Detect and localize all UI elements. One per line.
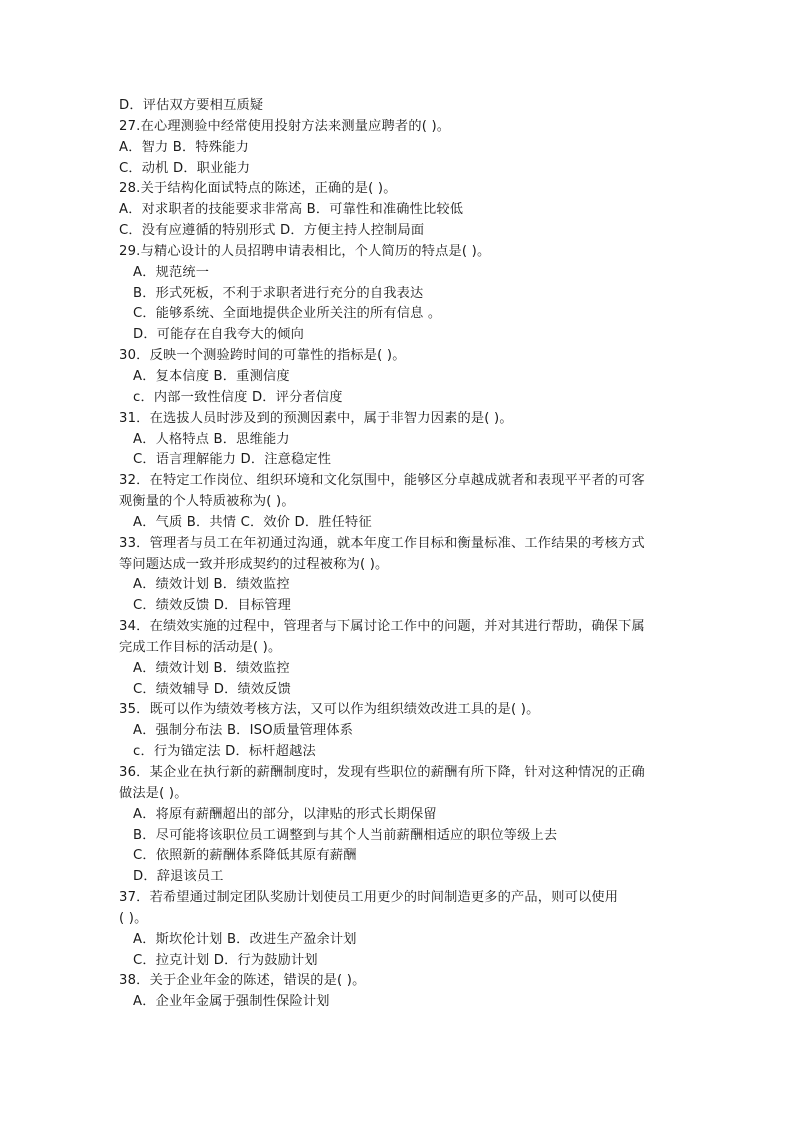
text-line: A．规范统一 [133, 264, 210, 280]
text-line: 36．某企业在执行新的薪酬制度时，发现有些职位的薪酬有所下降，针对这种情况的正确 [119, 765, 645, 780]
text-line: C．绩效辅导 D．绩效反馈 [133, 681, 292, 697]
text-line: 38．关于企业年金的陈述，错误的是( )。 [119, 973, 366, 989]
question-text-block [119, 96, 679, 1013]
text-line: A．斯坎伦计划 B．改进生产盈余计划 [133, 931, 357, 947]
text-line: C．依照新的薪酬体系降低其原有薪酬 [133, 848, 357, 864]
text-line: A．气质 B．共情 C．效价 D．胜任特征 [133, 514, 372, 530]
text-line: A．强制分布法 B．ISO质量管理体系 [133, 723, 354, 739]
text-line: C．语言理解能力 D．注意稳定性 [133, 452, 332, 468]
text-line: A．复本信度 B．重测信度 [133, 368, 290, 384]
text-line: D．可能存在自我夸大的倾向 [133, 327, 305, 343]
text-line: A．绩效计划 B．绩效监控 [133, 577, 290, 593]
text-line: D．评估双方要相互质疑 [119, 98, 264, 113]
text-line: A．对求职者的技能要求非常高 B．可靠性和准确性比较低 [119, 202, 464, 218]
text-line: 33．管理者与员工在年初通过沟通，就本年度工作目标和衡量标准、工作结果的考核方式 [119, 535, 645, 551]
text-line: A．企业年金属于强制性保险计划 [133, 994, 330, 1010]
text-line: C．拉克计划 D．行为鼓励计划 [133, 952, 318, 968]
text-line: 28.关于结构化面试特点的陈述，正确的是( )。 [119, 181, 397, 197]
text-line: ( )。 [119, 910, 148, 926]
text-line: 30．反映一个测验跨时间的可靠性的指标是( )。 [119, 348, 406, 364]
text-line: A．绩效计划 B．绩效监控 [133, 660, 290, 676]
text-line: D．辞退该员工 [133, 869, 224, 885]
text-line: A．将原有薪酬超出的部分，以津贴的形式长期保留 [133, 806, 437, 822]
text-line: 37．若希望通过制定团队奖励计划使员工用更少的时间制造更多的产品，则可以使用 [119, 890, 619, 906]
text-line: C．没有应遵循的特别形式 D．方便主持人控制局面 [119, 223, 425, 239]
text-line: C．动机 D．职业能力 [119, 160, 251, 176]
text-line: C．能够系统、全面地提供企业所关注的所有信息 。 [133, 306, 442, 322]
text-line: B．形式死板，不利于求职者进行充分的自我表达 [133, 285, 424, 301]
text-line: A．人格特点 B．思维能力 [133, 431, 290, 447]
text-line: B．尽可能将该职位员工调整到与其个人当前薪酬相适应的职位等级上去 [133, 827, 558, 843]
text-line: c．内部一致性信度 D．评分者信度 [133, 389, 343, 405]
text-line: 完成工作目标的活动是( )。 [119, 639, 282, 655]
text-line: 32．在特定工作岗位、组织环境和文化氛围中，能够区分卓越成就者和表现平平者的可客 [119, 473, 645, 489]
text-line: 31．在选拔人员时涉及到的预测因素中，属于非智力因素的是( )。 [119, 410, 513, 426]
text-line: 27.在心理测验中经常使用投射方法来测量应聘者的( )。 [119, 118, 451, 134]
text-line: A．智力 B．特殊能力 [119, 139, 249, 155]
text-line: 观衡量的个人特质被称为( )。 [119, 494, 295, 510]
text-line: 34．在绩效实施的过程中，管理者与下属讨论工作中的问题，并对其进行帮助，确保下属 [119, 619, 645, 635]
text-line: 等问题达成一致并形成契约的过程被称为( )。 [119, 556, 389, 572]
text-line: 35．既可以作为绩效考核方法，又可以作为组织绩效改进工具的是( )。 [119, 702, 540, 718]
text-line: c．行为锚定法 D．标杆超越法 [133, 744, 316, 760]
text-line: 29.与精心设计的人员招聘申请表相比，个人简历的特点是( )。 [119, 243, 491, 259]
text-line: C．绩效反馈 D．目标管理 [133, 598, 292, 614]
text-line: 做法是( )。 [119, 785, 188, 801]
